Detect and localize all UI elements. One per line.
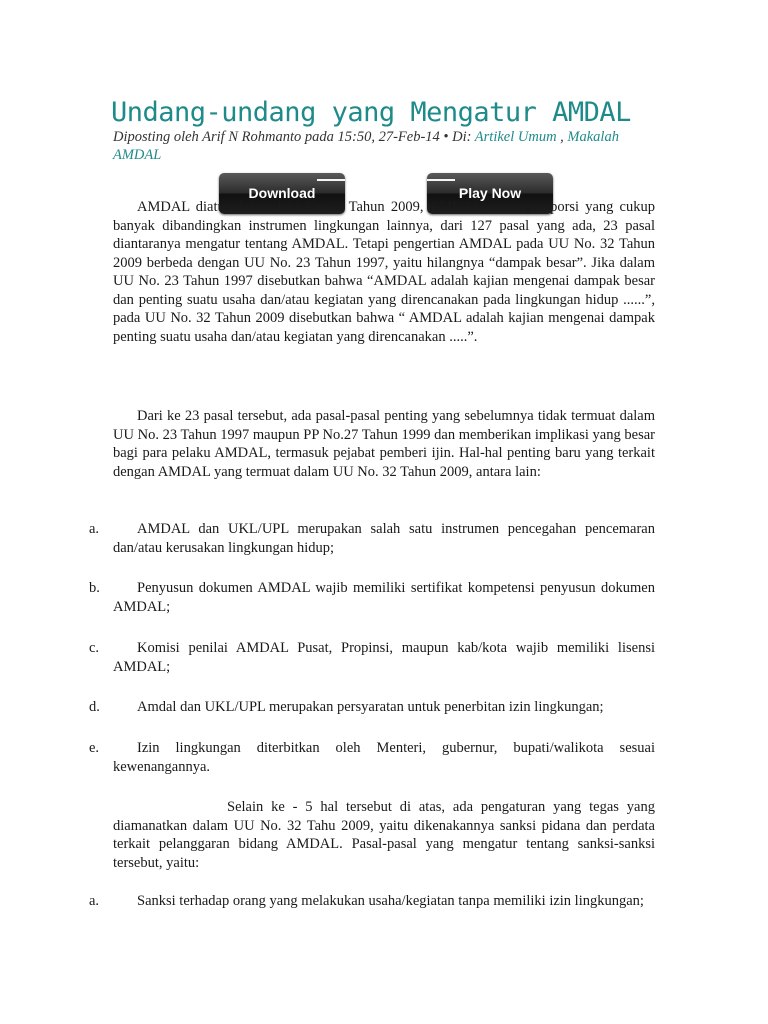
- category-separator: ,: [560, 129, 564, 145]
- list-item: [113, 639, 655, 676]
- list-item-letter: c.: [89, 640, 100, 656]
- list-item-text: Komisi penilai AMDAL Pusat, Propinsi, maupun kab/kota wajib memiliki lisensi AMDAL;: [113, 640, 655, 675]
- list-item-text: Amdal dan UKL/UPL merupakan persyaratan untuk penerbitan izin lingkungan;: [137, 699, 604, 715]
- page-title: Undang-undang yang Mengatur AMDAL: [111, 97, 631, 128]
- paragraph-3-text: Selain ke - 5 hal tersebut di atas, ada pengaturan yang tegas yang diamanatkan dalam UU No. 32 Tahu 2009, yaitu dikenakannya sanksi pidana dan perdata terkait pelanggaran bidang AMDAL. Pasal-pasal yang mengatur tentang sanksi-sanksi tersebut, yaitu:: [113, 799, 655, 871]
- play-now-button-label: Play Now: [458, 185, 522, 201]
- button-shine: [317, 179, 345, 181]
- paragraph-1-text: AMDAL diatur dalam UU No 32 Tahun 2009, AMDAL mendapat porsi yang cukup banyak dibandingkan instrumen lingkungan lainnya, dari 127 pasal yang ada, 23 pasal diantaranya mengatur tentang AMDAL. Tetapi pengertian AMDAL pada UU No. 32 Tahun 2009 berbeda dengan UU No. 23 Tahun 1997, yaitu hilangnya “dampak besar”. Jika dalam UU No. 23 Tahun 1997 disebutkan bahwa “AMDAL adalah kajian mengenai dampak besar dan penting suatu usaha dan/atau kegiatan yang direncanakan pada lingkungan hidup ......”, pada UU No. 32 Tahun 2009 disebutkan bahwa “ AMDAL adalah kajian mengenai dampak penting suatu usaha dan/atau kegiatan yang direncanakan .....”.: [113, 199, 655, 345]
- post-byline: Diposting oleh Arif N Rohmanto pada 15:50, 27-Feb-14 • Di:: [113, 129, 472, 145]
- list-item-text: Sanksi terhadap orang yang melakukan usaha/kegiatan tanpa memiliki izin lingkungan;: [137, 893, 644, 909]
- list-item: [113, 739, 655, 776]
- category-link-artikel-umum[interactable]: Artikel Umum: [474, 129, 557, 145]
- button-shine: [427, 179, 455, 181]
- list-item: [113, 520, 655, 557]
- list-item-letter: e.: [89, 740, 100, 756]
- list-item-letter: b.: [89, 580, 100, 596]
- list-item: [113, 892, 655, 911]
- list-item: [113, 698, 655, 717]
- list-item-text: AMDAL dan UKL/UPL merupakan salah satu instrumen pencegahan pencemaran dan/atau kerusakan lingkungan hidup;: [113, 521, 655, 556]
- list-item: [113, 579, 655, 616]
- paragraph-2-text: Dari ke 23 pasal tersebut, ada pasal-pasal penting yang sebelumnya tidak termuat dalam UU No. 23 Tahun 1997 maupun PP No.27 Tahun 1999 dan memberikan implikasi yang besar bagi para pelaku AMDAL, termasuk pejabat pemberi ijin. Hal-hal penting baru yang terkait dengan AMDAL yang termuat dalam UU No. 32 Tahun 2009, antara lain:: [113, 408, 655, 480]
- post-meta: [113, 128, 661, 164]
- list-item-letter: a.: [89, 521, 100, 537]
- list-item-letter: d.: [89, 699, 100, 715]
- paragraph-1: [113, 198, 655, 346]
- paragraph-2: [113, 407, 655, 481]
- list-item-letter: a.: [89, 893, 100, 909]
- paragraph-3: [113, 798, 655, 872]
- download-button-label: Download: [248, 185, 316, 201]
- list-item-text: Penyusun dokumen AMDAL wajib memiliki sertifikat kompetensi penyusun dokumen AMDAL;: [113, 580, 655, 615]
- category-link-makalah-amdal[interactable]: Makalah AMDAL: [113, 129, 619, 163]
- list-item-text: Izin lingkungan diterbitkan oleh Menteri, gubernur, bupati/walikota sesuai kewenangannya.: [113, 740, 655, 775]
